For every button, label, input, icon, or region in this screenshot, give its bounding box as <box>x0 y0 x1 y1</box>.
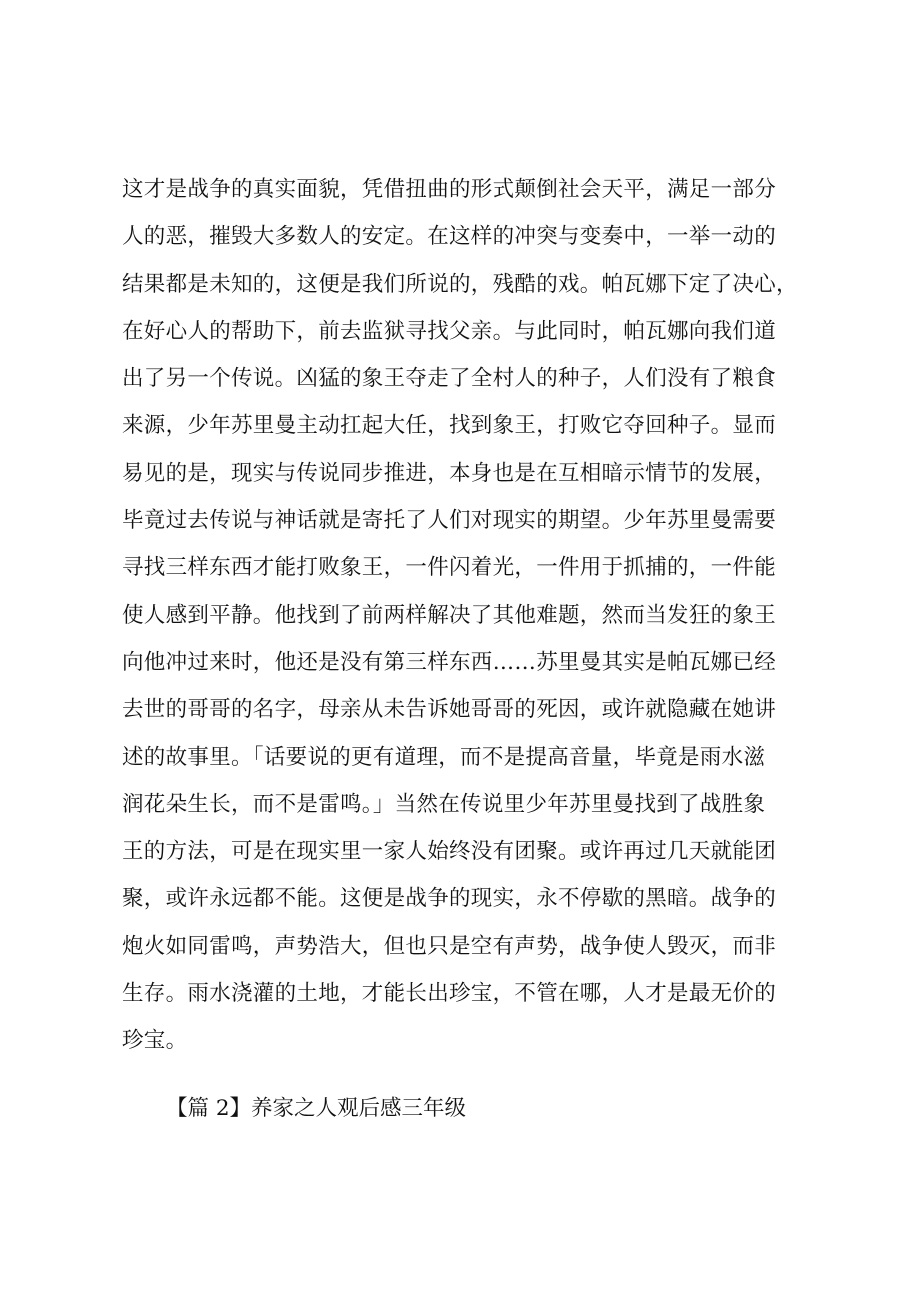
paragraph-line: 使人感到平静。他找到了前两样解决了其他难题，然而当发狂的象王 <box>122 602 777 628</box>
section-heading: 【篇 2】养家之人观后感三年级 <box>166 1096 467 1121</box>
paragraph-line: 述的故事里。「话要说的更有道理，而不是提高音量，毕竟是雨水滋 <box>122 744 766 770</box>
paragraph-line: 毕竟过去传说与神话就是寄托了人们对现实的期望。少年苏里曼需要 <box>122 508 777 534</box>
paragraph-line: 珍宝。 <box>122 1028 188 1054</box>
paragraph-line: 来源，少年苏里曼主动扛起大任，找到象王，打败它夺回种子。显而 <box>122 413 777 439</box>
paragraph-line: 聚，或许永远都不能。这便是战争的现实，永不停歇的黑暗。战争的 <box>122 886 777 912</box>
paragraph-line: 王的方法，可是在现实里一家人始终没有团聚。或许再过几天就能团 <box>122 839 777 865</box>
paragraph-line: 寻找三样东西才能打败象王，一件闪着光，一件用于抓捕的，一件能 <box>122 555 777 581</box>
paragraph-line: 向他冲过来时，他还是没有第三样东西……苏里曼其实是帕瓦娜已经 <box>122 649 777 675</box>
essay-body <box>122 166 822 1065</box>
paragraph-line: 生存。雨水浇灌的土地，才能长出珍宝，不管在哪，人才是最无价的 <box>122 981 777 1007</box>
paragraph-line: 结果都是未知的，这便是我们所说的，残酷的戏。帕瓦娜下定了决心， <box>122 271 798 297</box>
paragraph-line: 易见的是，现实与传说同步推进，本身也是在互相暗示情节的发展， <box>122 460 777 486</box>
paragraph-line: 这才是战争的真实面貌，凭借扭曲的形式颠倒社会天平，满足一部分 <box>122 177 777 202</box>
paragraph-line: 润花朵生长，而不是雷鸣。」当然在传说里少年苏里曼找到了战胜象 <box>122 791 766 817</box>
paragraph-line: 在好心人的帮助下，前去监狱寻找父亲。与此同时，帕瓦娜向我们道 <box>122 318 777 344</box>
paragraph-line: 出了另一个传说。凶猛的象王夺走了全村人的种子，人们没有了粮食 <box>122 366 777 392</box>
paragraph-line: 炮火如同雷鸣，声势浩大，但也只是空有声势，战争使人毁灭，而非 <box>122 933 777 959</box>
paragraph-line: 去世的哥哥的名字，母亲从未告诉她哥哥的死因，或许就隐藏在她讲 <box>122 697 777 723</box>
paragraph-line: 人的恶，摧毁大多数人的安定。在这样的冲突与变奏中，一举一动的 <box>122 224 777 250</box>
